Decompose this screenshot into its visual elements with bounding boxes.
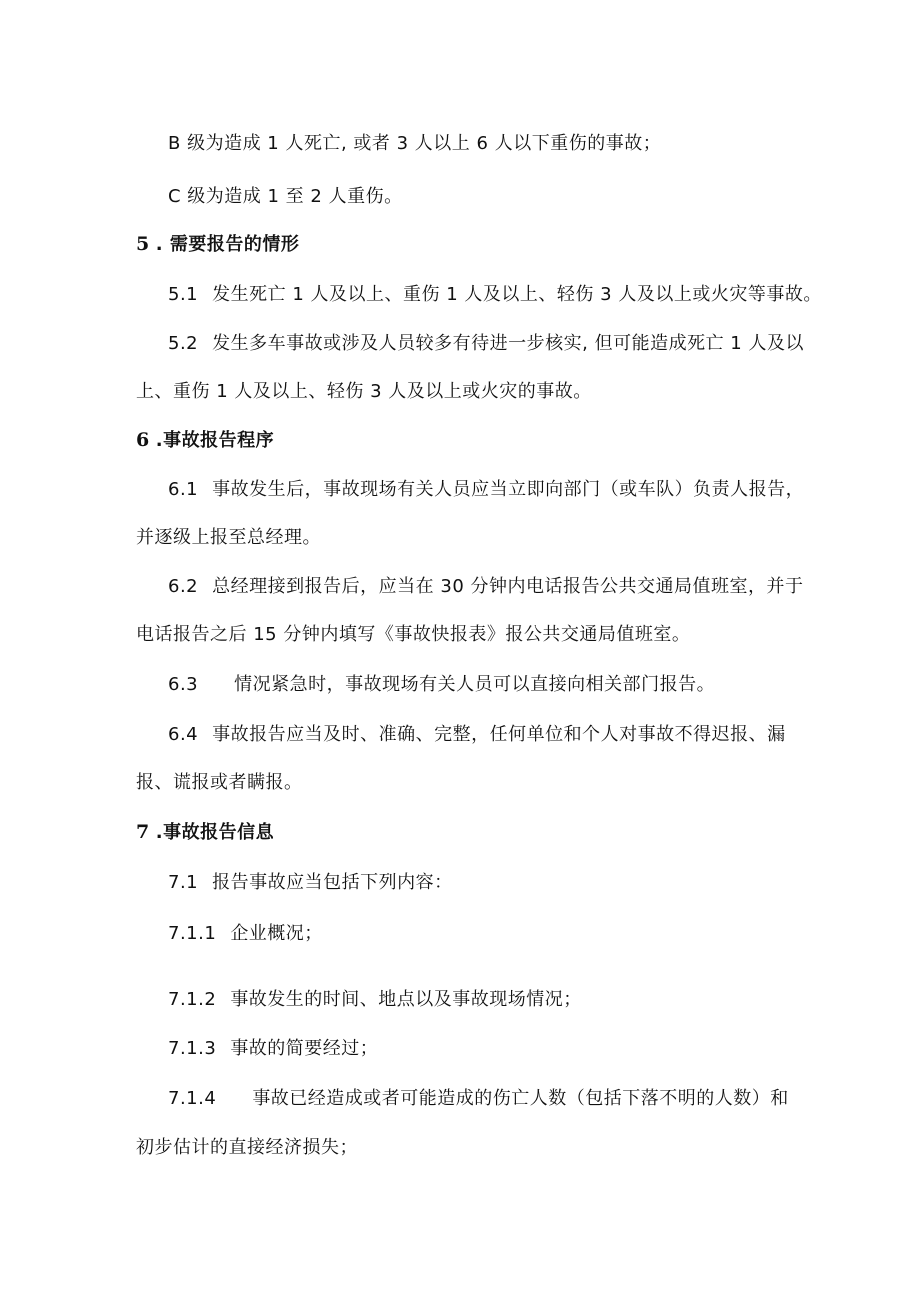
clause-text: 事故发生后，事故现场有关人员应当立即向部门（或车队）负责人报告，: [212, 479, 805, 500]
clause-number: 7.1: [168, 872, 199, 893]
section-heading-5: [136, 232, 299, 257]
clause-6-4-continued: [136, 771, 303, 795]
paragraph-text: C 级为造成 1 至 2 人重伤。: [168, 186, 403, 207]
paragraph-c-grade: [168, 185, 403, 209]
clause-text: 事故已经造成或者可能造成的伤亡人数（包括下落不明的人数）和: [252, 1088, 789, 1109]
clause-7-1-1: [168, 922, 323, 946]
paragraph-text: B 级为造成 1 人死亡, 或者 3 人以上 6 人以下重伤的事故；: [168, 133, 662, 154]
clause-6-1-continued: [136, 526, 321, 550]
clause-7-1-2: [168, 988, 582, 1012]
section-heading-6: [136, 428, 274, 453]
clause-number: 7.1.3: [168, 1038, 217, 1059]
clause-7-1: [168, 871, 453, 895]
clause-text: 上、重伤 1 人及以上、轻伤 3 人及以上或火灾的事故。: [136, 381, 592, 402]
clause-number: 6.1: [168, 479, 199, 500]
clause-text: 情况紧急时，事故现场有关人员可以直接向相关部门报告。: [234, 674, 716, 695]
clause-number: 6.2: [168, 576, 199, 597]
clause-6-1: [168, 478, 804, 502]
section-heading-7: [136, 820, 274, 845]
clause-text: 事故的简要经过；: [230, 1038, 379, 1059]
clause-text: 并逐级上报至总经理。: [136, 527, 321, 548]
clause-7-1-4-continued: [136, 1136, 358, 1160]
section-title: .事故报告信息: [155, 822, 275, 843]
clause-7-1-3: [168, 1037, 378, 1061]
clause-text: 发生死亡 1 人及以上、重伤 1 人及以上、轻伤 3 人及以上或火灾等事故。: [212, 284, 822, 305]
clause-number: 7.1.2: [168, 989, 217, 1010]
clause-text: 事故报告应当及时、准确、完整，任何单位和个人对事故不得迟报、漏: [212, 724, 786, 745]
clause-number: 5.1: [168, 284, 199, 305]
clause-text: 总经理接到报告后，应当在 30 分钟内电话报告公共交通局值班室，并于: [212, 576, 804, 597]
clause-text: 发生多车事故或涉及人员较多有待进一步核实, 但可能造成死亡 1 人及以: [212, 333, 804, 354]
clause-6-2-continued: [136, 623, 690, 647]
section-number: 6: [136, 429, 150, 451]
clause-5-2-continued: [136, 380, 592, 404]
clause-text: 企业概况；: [230, 923, 323, 944]
clause-6-3: [168, 673, 715, 697]
clause-7-1-4: [168, 1087, 789, 1111]
clause-text: 电话报告之后 15 分钟内填写《事故快报表》报公共交通局值班室。: [136, 624, 691, 645]
clause-6-2: [168, 575, 804, 599]
clause-text: 报告事故应当包括下列内容：: [212, 872, 453, 893]
clause-number: 7.1.4: [168, 1088, 217, 1109]
section-title: . 需要报告的情形: [155, 234, 300, 255]
section-title: .事故报告程序: [155, 430, 275, 451]
clause-text: 事故发生的时间、地点以及事故现场情况；: [230, 989, 582, 1010]
section-number: 7: [136, 821, 150, 843]
clause-5-2: [168, 332, 804, 356]
clause-number: 6.4: [168, 724, 199, 745]
clause-5-1: [168, 283, 822, 307]
clause-text: 初步估计的直接经济损失；: [136, 1137, 358, 1158]
clause-number: 5.2: [168, 333, 199, 354]
clause-text: 报、谎报或者瞒报。: [136, 772, 303, 793]
clause-number: 7.1.1: [168, 923, 217, 944]
section-number: 5: [136, 233, 150, 255]
clause-number: 6.3: [168, 674, 199, 695]
clause-6-4: [168, 723, 786, 747]
paragraph-b-grade: [168, 132, 661, 156]
